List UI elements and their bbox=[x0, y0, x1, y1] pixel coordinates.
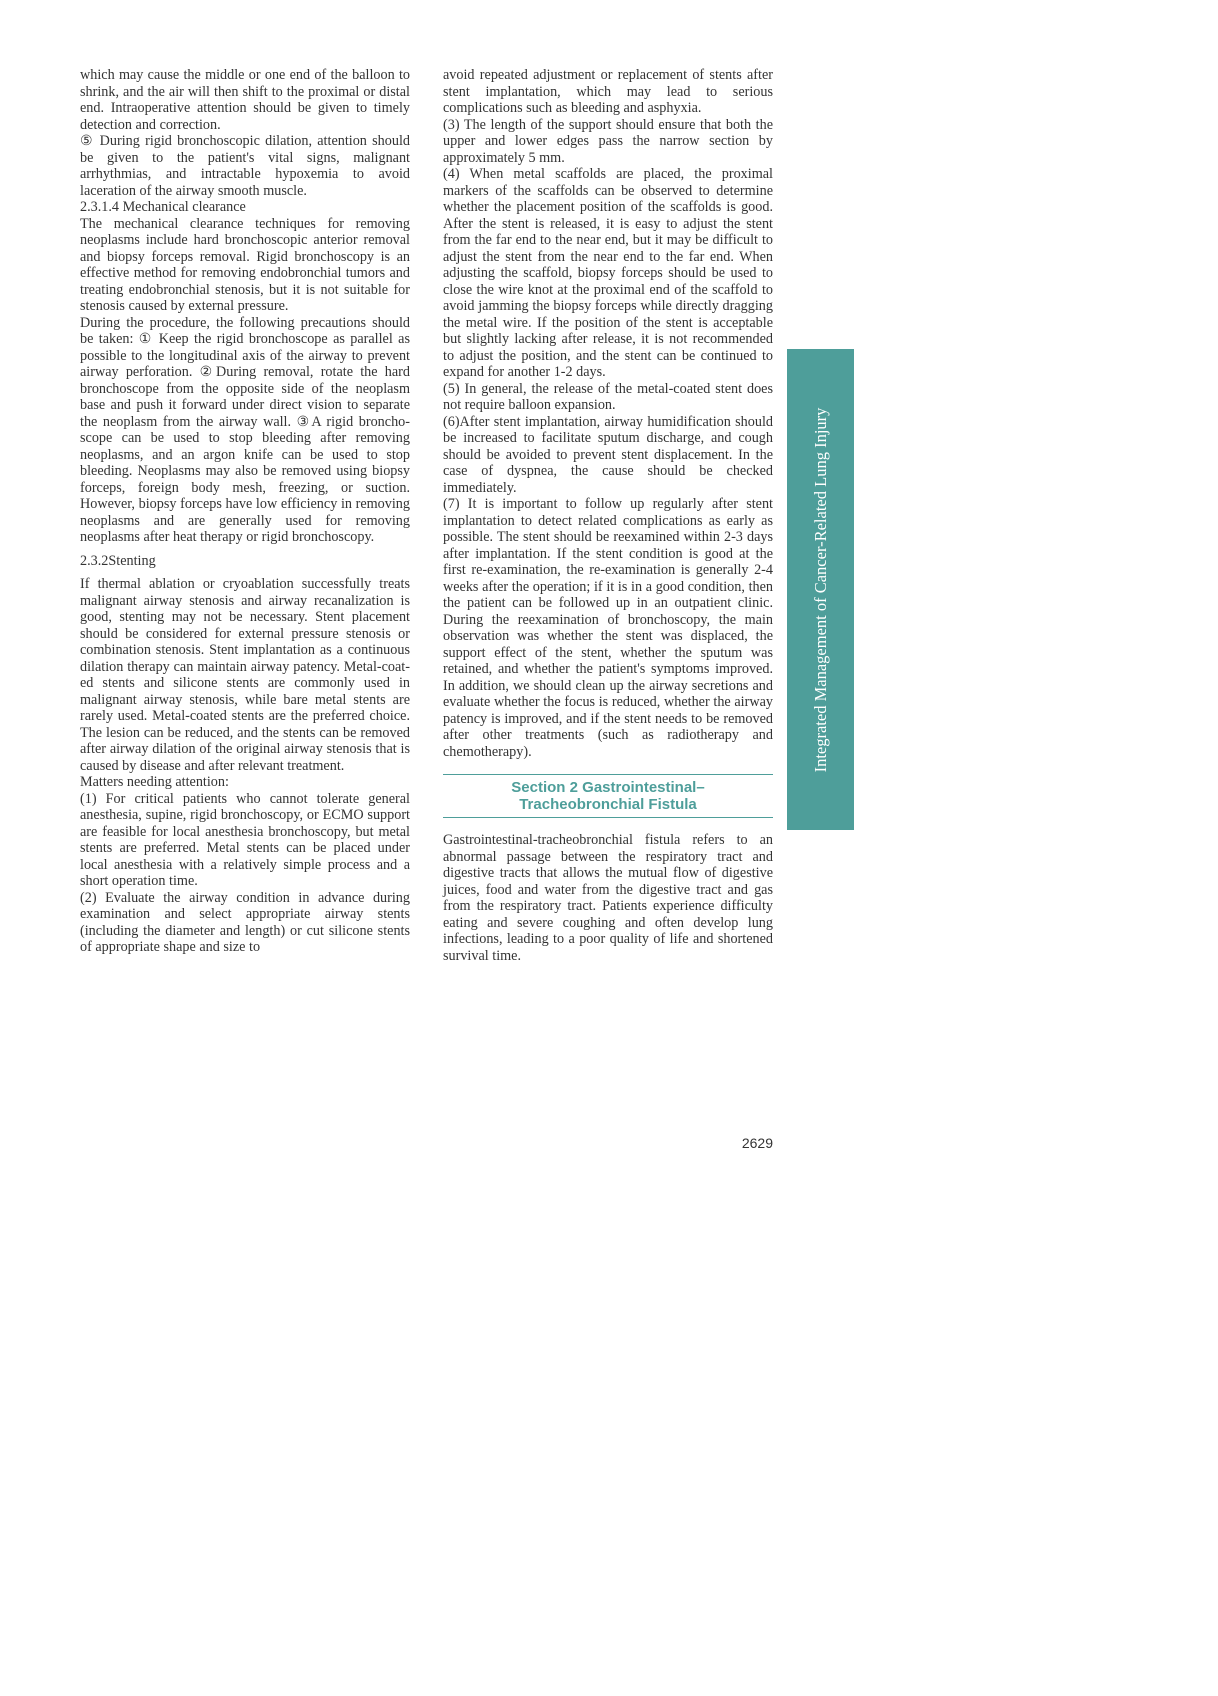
paragraph: (2) Evaluate the airway condition in advance during examination and select appropriate airway stents (including the diameter and length) or cut silicone stents of appropriate shape and size to bbox=[80, 889, 410, 955]
paragraph: which may cause the middle or one end of the balloon to shrink, and the air will then shift to the proximal or distal end. Intraoperative attention should be given to timely detection and correction. bbox=[80, 67, 410, 133]
paragraph: (5) In general, the release of the metal-coated stent does not require balloon expansion. bbox=[443, 380, 773, 413]
subsection-heading-stenting: 2.3.2Stenting bbox=[80, 552, 156, 569]
section-heading-line: Tracheobronchial Fistula bbox=[519, 795, 697, 813]
left-column bbox=[80, 67, 410, 956]
right-column bbox=[443, 67, 773, 964]
paragraph: (3) The length of the support should ensure that both the upper and lower edges pass the narrow section by approximately 5 mm. bbox=[443, 116, 773, 166]
paragraph: Gastrointestinal-tracheobronchial fistula refers to an abnormal passage between the respiratory tract and digestive tracts that allows the mutual flow of digestive juices, food and water from the digestive tract and gas from the respiratory tract. Patients experience difficulty eating and severe coughing and often develop lung infections, leading to a poor quality of life and shortened survival time. bbox=[443, 832, 773, 964]
paragraph: (6)After stent implantation, airway humidification should be increased to facilitate sputum discharge, and cough should be avoided to prevent stent displacement. In the case of dyspnea, the cause should be checked immediately. bbox=[443, 413, 773, 496]
chapter-side-tab-label: Integrated Management of Cancer-Related Lung Injury bbox=[810, 407, 830, 772]
subsection-heading-mechanical-clearance: 2.3.1.4 Mechanical clearance bbox=[80, 199, 246, 215]
section-heading bbox=[443, 774, 773, 818]
chapter-side-tab bbox=[787, 349, 854, 830]
paragraph: ⑤ During rigid bronchoscopic dilation, attention should be given to the patient's vital signs, malignant arrhythmias, and intractable hypoxemia to avoid laceration of the airway smooth muscle. bbox=[80, 133, 410, 199]
page-number: 2629 bbox=[741, 1135, 773, 1151]
paragraph: If thermal ablation or cryoablation successfully treats malignant airway stenosis and airway recanalization is good, stenting may not be necessary. Stent placement should be considered for external pressure stenosis or combination stenosis. Stent implantation as a continuous dilation therapy can maintain airway patency. Metal-coated stents and silicone stents are commonly used in malignant airway stenosis, while bare metal stents are rarely used. Metal-coated stents are the preferred choice. The lesion can be reduced, and the stents can be removed after airway dilation of the original airway stenosis that is caused by disease and after relevant treatment. bbox=[80, 576, 410, 774]
section-heading-line: Section 2 Gastrointestinal– bbox=[511, 779, 705, 796]
paragraph: (7) It is important to follow up regularly after stent implantation to detect related complications as early as possible. The stent should be reexamined within 2-3 days after implantation. If the stent condition is good at the first re-examination, the re-examination is generally 2-4 weeks after the operation; if it is in a good condition, then the patient can be followed up in an outpatient clinic. During the reexamination of bronchoscopy, the main observation was whether the stent was displaced, the support effect of the stent, whether the sputum was retained, and whether the patient's symptoms improved. In addition, we should clean up the airway secretions and evaluate whether the focus is reduced, whether the airway patency is improved, and if the stent needs to be removed after other treatments (such as radiotherapy and chemotherapy). bbox=[443, 496, 773, 760]
paragraph: Matters needing attention: bbox=[80, 774, 229, 790]
paragraph: The mechanical clearance techniques for removing neoplasms include hard bronchoscopic anterior removal and biopsy forceps removal. Rigid bronchoscopy is an effective method for removing endobronchial tumors and treating endobronchial stenosis, but it is not suitable for stenosis caused by external pressure. bbox=[80, 215, 410, 314]
paragraph: avoid repeated adjustment or replacement of stents after stent implantation, which may lead to serious complications such as bleeding and asphyxia. bbox=[443, 67, 773, 116]
paragraph: (1) For critical patients who cannot tolerate general anesthesia, supine, rigid bronchoscopy, or ECMO support are feasible for local anesthesia bronchoscopy, but metal stents are preferred. Metal stents can be placed under local anesthesia with a relatively simple process and a short operation time. bbox=[80, 790, 410, 889]
paragraph: (4) When metal scaffolds are placed, the proximal markers of the scaffolds can be observed to determine whether the placement position of the scaffolds is good. After the stent is released, it is easy to adjust the stent from the far end to the near end, but it may be difficult to adjust the stent from the near end to the far end. When adjusting the scaffold, biopsy forceps should be used to close the wire knot at the proximal end of the scaffold to avoid jamming the biopsy forceps while directly dragging the metal wire. If the position of the stent is acceptable but slightly lacking after release, it is not recommended to adjust the position, and the stent can be continued to expand for another 1-2 days. bbox=[443, 166, 773, 380]
paragraph: During the procedure, the following precautions should be taken: ① Keep the rigid bronchoscope as parallel as possible to the longitudinal axis of the airway to prevent airway perforation. ②During removal, rotate the hard bronchoscope from the opposite side of the neoplasm base and push it forward under direct vision to separate the neoplasm from the airway wall. ③A rigid bronchoscope can be used to stop bleeding after removing neoplasms, and an argon knife can be used to stop bleeding. Neoplasms may also be removed using biopsy forceps, foreign body mesh, freezing, or suction. However, biopsy forceps have low efficiency in removing neoplasms and are generally used for removing neoplasms after heat therapy or rigid bronchoscopy. bbox=[80, 314, 410, 545]
